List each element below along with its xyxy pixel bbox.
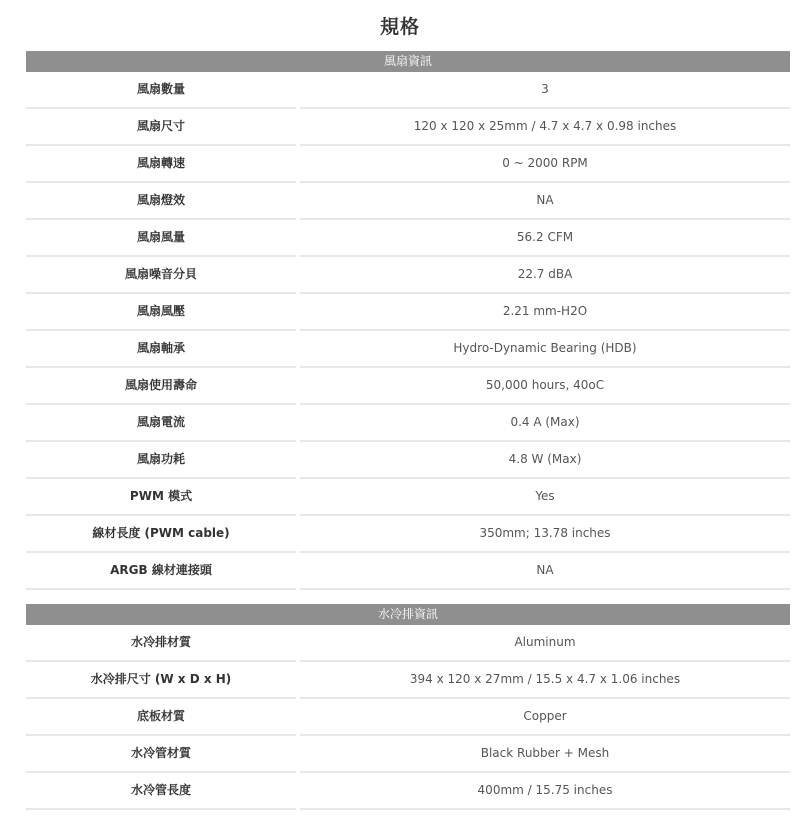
spec-label: 風扇軸承 (26, 331, 296, 368)
spec-row (26, 405, 790, 442)
spec-row (26, 368, 790, 405)
spec-row (26, 146, 790, 183)
spec-label: 風扇噪音分貝 (26, 257, 296, 294)
fan-spec-rows (26, 72, 790, 590)
spec-value: 0 ~ 2000 RPM (300, 146, 790, 183)
spec-value: 4.8 W (Max) (300, 442, 790, 479)
spec-value: NA (300, 183, 790, 220)
spec-value: 50,000 hours, 40oC (300, 368, 790, 405)
spec-row (26, 109, 790, 146)
spec-label: 風扇尺寸 (26, 109, 296, 146)
radiator-info-section (26, 604, 790, 810)
spec-label: 風扇風量 (26, 220, 296, 257)
spec-label: 風扇電流 (26, 405, 296, 442)
spec-label: 線材長度 (PWM cable) (26, 516, 296, 553)
section-header-fan-info: 風扇資訊 (26, 51, 790, 72)
spec-value: 350mm; 13.78 inches (300, 516, 790, 553)
spec-label: ARGB 線材連接頭 (26, 553, 296, 590)
spec-value: 120 x 120 x 25mm / 4.7 x 4.7 x 0.98 inches (300, 109, 790, 146)
spec-row (26, 516, 790, 553)
spec-row (26, 773, 790, 810)
spec-row (26, 72, 790, 109)
spec-label: 風扇功耗 (26, 442, 296, 479)
spec-row (26, 699, 790, 736)
spec-row (26, 736, 790, 773)
section-header-radiator-info: 水冷排資訊 (26, 604, 790, 625)
spec-label: 風扇轉速 (26, 146, 296, 183)
spec-row (26, 553, 790, 590)
spec-row (26, 442, 790, 479)
spec-label: PWM 模式 (26, 479, 296, 516)
spec-row (26, 331, 790, 368)
spec-value: Hydro-Dynamic Bearing (HDB) (300, 331, 790, 368)
spec-label: 水冷管材質 (26, 736, 296, 773)
spec-row (26, 662, 790, 699)
spec-row (26, 257, 790, 294)
spec-label: 水冷排材質 (26, 625, 296, 662)
spec-label: 風扇使用壽命 (26, 368, 296, 405)
spec-row (26, 294, 790, 331)
spec-value: NA (300, 553, 790, 590)
spec-value: 400mm / 15.75 inches (300, 773, 790, 810)
spec-value: 3 (300, 72, 790, 109)
spec-value: 22.7 dBA (300, 257, 790, 294)
spec-value: Copper (300, 699, 790, 736)
spec-label: 底板材質 (26, 699, 296, 736)
spec-value: 394 x 120 x 27mm / 15.5 x 4.7 x 1.06 inches (300, 662, 790, 699)
page-title: 規格 (379, 16, 420, 38)
spec-value: Black Rubber + Mesh (300, 736, 790, 773)
spec-label: 風扇數量 (26, 72, 296, 109)
spec-row (26, 183, 790, 220)
spec-label: 水冷排尺寸 (W x D x H) (26, 662, 296, 699)
radiator-spec-rows (26, 625, 790, 810)
spec-value: Yes (300, 479, 790, 516)
spec-value: 56.2 CFM (300, 220, 790, 257)
spec-value: 0.4 A (Max) (300, 405, 790, 442)
spec-label: 風扇風壓 (26, 294, 296, 331)
spec-value: 2.21 mm-H2O (300, 294, 790, 331)
spec-label: 水冷管長度 (26, 773, 296, 810)
spec-label: 風扇燈效 (26, 183, 296, 220)
fan-info-section (26, 51, 790, 590)
spec-row (26, 220, 790, 257)
spec-value: Aluminum (300, 625, 790, 662)
spec-row (26, 479, 790, 516)
spec-row (26, 625, 790, 662)
